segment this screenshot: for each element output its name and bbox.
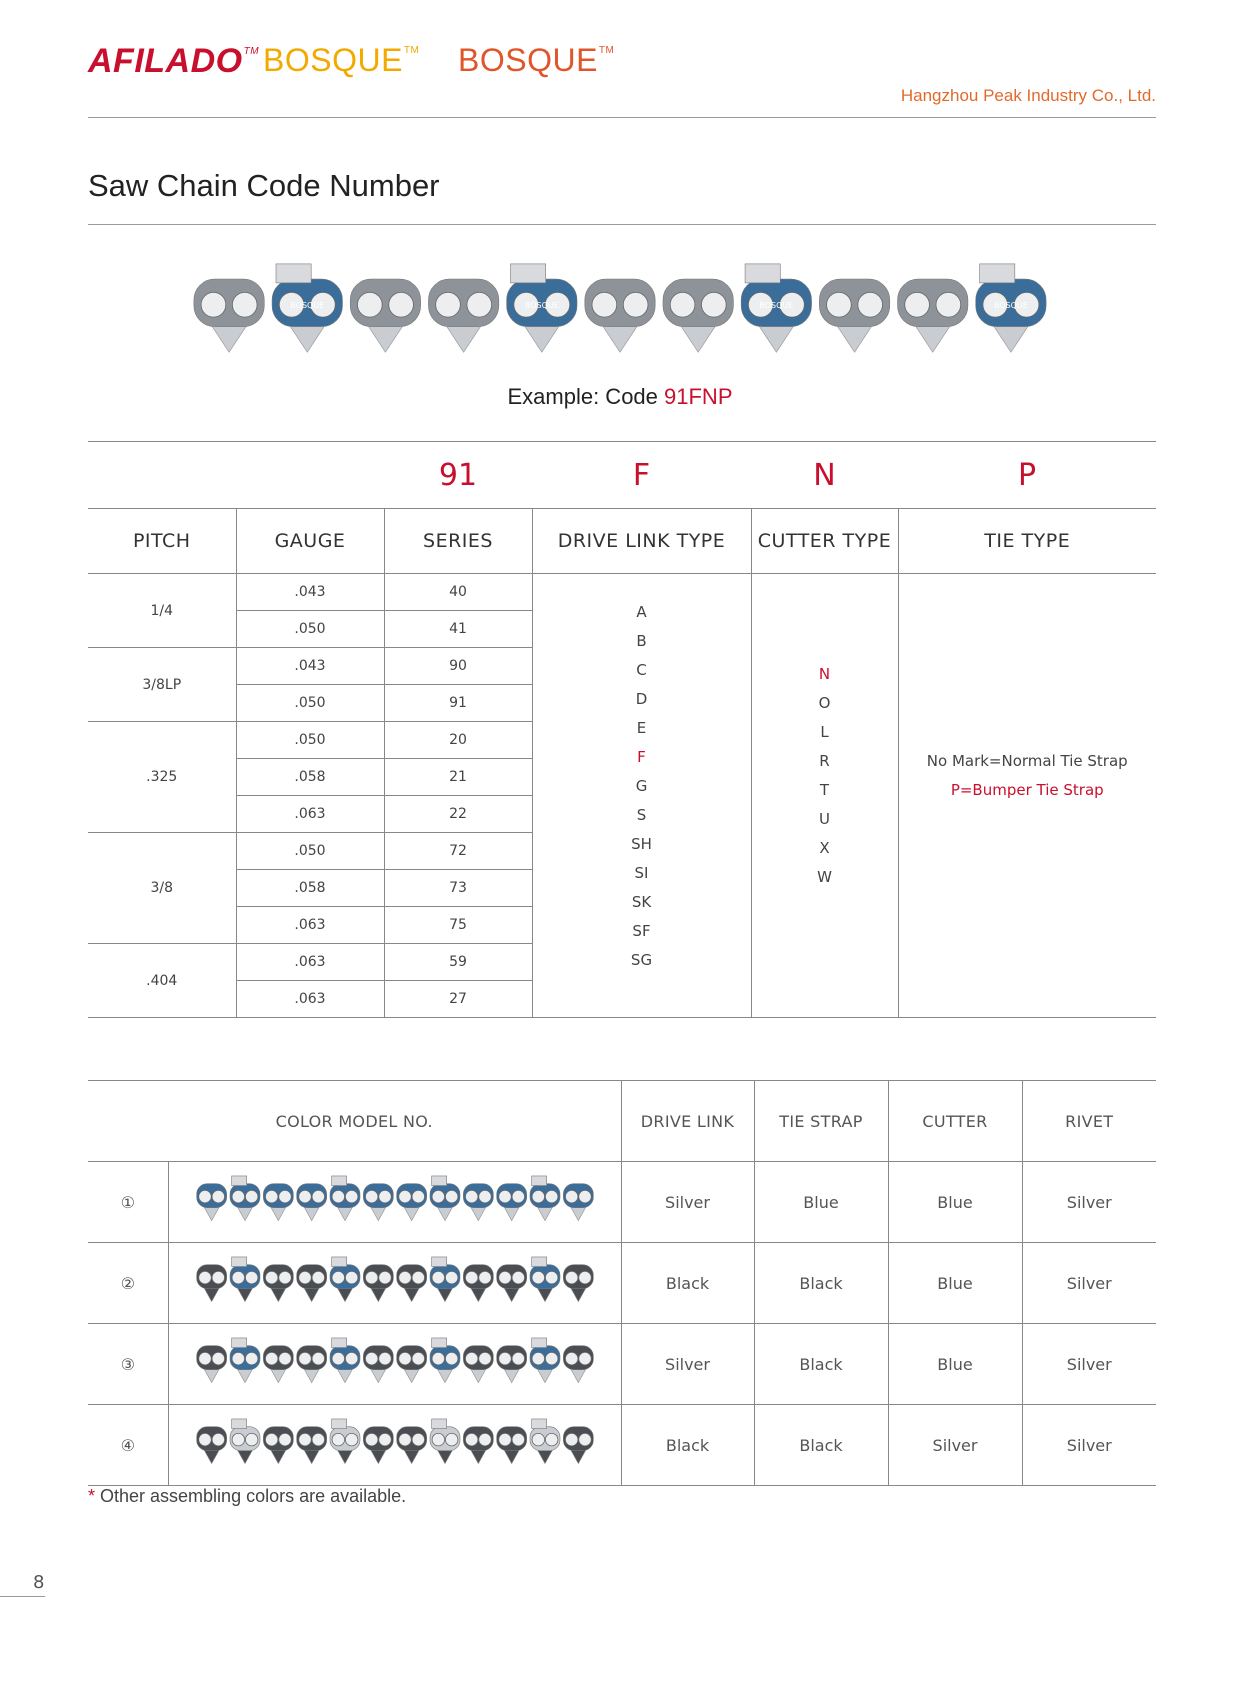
chain-image-model-1 xyxy=(195,1175,595,1225)
gauge-cell: .050 xyxy=(236,722,384,759)
rivet xyxy=(232,1190,244,1202)
rivet xyxy=(478,1271,490,1283)
cutter-color: Silver xyxy=(888,1405,1022,1486)
rivet xyxy=(378,1433,390,1445)
rivet-color: Silver xyxy=(1022,1405,1156,1486)
rivet-color: Silver xyxy=(1022,1243,1156,1324)
code-series-letter: 91 xyxy=(384,442,532,509)
bosque-logo-orange: BOSQUE™ xyxy=(458,42,615,78)
rivet xyxy=(512,1433,524,1445)
example-label: Example: Code xyxy=(507,384,665,409)
rivet xyxy=(565,1271,577,1283)
tie-type-bumper: P=Bumper Tie Strap xyxy=(950,780,1104,799)
series-cell: 40 xyxy=(384,574,532,611)
rivet xyxy=(357,292,382,317)
cutter-color: Blue xyxy=(888,1324,1022,1405)
cutter-type-item: L xyxy=(820,722,829,741)
example-chain-image xyxy=(190,262,1050,362)
rivet xyxy=(412,1271,424,1283)
cutter-top-plate xyxy=(431,1419,446,1429)
rivet xyxy=(398,1271,410,1283)
cutter-type-item-highlighted: N xyxy=(818,664,831,683)
series-cell: 21 xyxy=(384,759,532,796)
cutter-type-item: X xyxy=(819,838,830,857)
drive-link-type-list xyxy=(532,574,751,1018)
rivet xyxy=(398,1352,410,1364)
rivet xyxy=(445,1352,457,1364)
cutter-top-plate xyxy=(276,264,311,283)
drive-link-type-item: SI xyxy=(634,864,649,882)
header-divider xyxy=(88,117,1156,118)
gauge-cell: .043 xyxy=(236,574,384,611)
rivet xyxy=(389,292,414,317)
cutter-top-plate xyxy=(980,264,1015,283)
rivet xyxy=(278,1271,290,1283)
cutter-type-list xyxy=(751,574,898,1018)
rivet xyxy=(432,1271,444,1283)
cutter-top-plate xyxy=(331,1338,346,1348)
rivet xyxy=(465,1271,477,1283)
rivet xyxy=(332,1433,344,1445)
rivet xyxy=(512,1271,524,1283)
color-model-row xyxy=(88,1162,1156,1243)
rivet xyxy=(312,1190,324,1202)
rivet xyxy=(345,1271,357,1283)
drive-link-color: Silver xyxy=(621,1162,754,1243)
rivet xyxy=(532,1190,544,1202)
rivet xyxy=(565,1190,577,1202)
cutter-type-item: U xyxy=(819,809,830,828)
page-number-rule xyxy=(0,1596,45,1597)
series-cell-highlighted: 91 xyxy=(384,685,532,722)
header-drive-link-type: DRIVE LINK TYPE xyxy=(532,509,751,574)
rivet xyxy=(465,1352,477,1364)
rivet xyxy=(565,1433,577,1445)
rivet xyxy=(198,1433,210,1445)
color-model-row xyxy=(88,1405,1156,1486)
company-name: Hangzhou Peak Industry Co., Ltd. xyxy=(900,86,1156,105)
rivet-color: Silver xyxy=(1022,1324,1156,1405)
title-divider xyxy=(88,224,1156,225)
rivet xyxy=(245,1190,257,1202)
model-number: ③ xyxy=(88,1324,168,1405)
rivet xyxy=(312,1271,324,1283)
cutter-top-plate xyxy=(231,1176,246,1186)
cutter-color: Blue xyxy=(888,1162,1022,1243)
cutter-top-plate xyxy=(531,1176,546,1186)
rivet xyxy=(445,1433,457,1445)
header-gauge: GAUGE xyxy=(236,509,384,574)
rivet xyxy=(278,1433,290,1445)
cutter-type-item: T xyxy=(819,780,830,799)
footnote xyxy=(88,1486,406,1507)
drive-link-type-item: A xyxy=(636,603,647,621)
gauge-cell: .050 xyxy=(236,833,384,870)
rivet xyxy=(365,1190,377,1202)
rivet xyxy=(936,292,961,317)
rivet xyxy=(412,1190,424,1202)
rivet xyxy=(298,1190,310,1202)
rivet xyxy=(378,1190,390,1202)
drive-link-type-item-highlighted: F xyxy=(637,748,646,766)
rivet xyxy=(532,1433,544,1445)
chain-image-model-2 xyxy=(195,1256,595,1306)
rivet xyxy=(332,1190,344,1202)
model-number: ④ xyxy=(88,1405,168,1486)
rivet xyxy=(265,1271,277,1283)
cutter-type-item: W xyxy=(817,867,832,886)
chain-brand-mark: BOSQUE xyxy=(759,300,794,310)
cutter-type-item: O xyxy=(818,693,831,712)
rivet xyxy=(232,1271,244,1283)
rivet xyxy=(545,1271,557,1283)
color-model-row xyxy=(88,1243,1156,1324)
header-tie-strap: TIE STRAP xyxy=(754,1081,888,1162)
rivet xyxy=(345,1433,357,1445)
code-number-table xyxy=(88,441,1156,1018)
rivet xyxy=(565,1352,577,1364)
cutter-top-plate xyxy=(431,1338,446,1348)
series-cell: 72 xyxy=(384,833,532,870)
afilado-logo: AFILADO™ xyxy=(88,42,260,80)
code-drive-link-letter: F xyxy=(532,442,751,509)
pitch-cell: .325 xyxy=(88,722,236,833)
rivet xyxy=(512,1190,524,1202)
cutter-top-plate xyxy=(531,1419,546,1429)
bosque-logo-yellow: BOSQUE™ xyxy=(263,42,420,78)
cutter-top-plate xyxy=(745,264,780,283)
rivet xyxy=(827,292,852,317)
chain-image-cell xyxy=(168,1243,621,1324)
color-model-row xyxy=(88,1324,1156,1405)
example-code: 91FNP xyxy=(664,384,733,409)
rivet xyxy=(201,292,226,317)
page-number: 8 xyxy=(33,1572,45,1593)
rivet xyxy=(623,292,648,317)
rivet xyxy=(312,1352,324,1364)
rivet xyxy=(467,292,492,317)
rivet xyxy=(198,1271,210,1283)
gauge-cell: .063 xyxy=(236,796,384,833)
rivet xyxy=(578,1352,590,1364)
series-cell: 41 xyxy=(384,611,532,648)
drive-link-type-item: SK xyxy=(631,893,652,911)
cutter-top-plate xyxy=(231,1338,246,1348)
rivet xyxy=(298,1352,310,1364)
rivet xyxy=(378,1352,390,1364)
example-code-line xyxy=(0,384,1240,410)
series-cell: 75 xyxy=(384,907,532,944)
drive-link-type-item: E xyxy=(636,719,647,737)
chain-image-cell xyxy=(168,1324,621,1405)
rivet xyxy=(298,1271,310,1283)
drive-link-color: Black xyxy=(621,1405,754,1486)
tie-type-list xyxy=(898,574,1156,1018)
cutter-top-plate xyxy=(511,264,546,283)
rivet xyxy=(298,1433,310,1445)
cutter-top-plate xyxy=(531,1338,546,1348)
drive-link-type-item: C xyxy=(636,661,647,679)
rivet xyxy=(212,1433,224,1445)
rivet xyxy=(578,1190,590,1202)
rivet xyxy=(245,1433,257,1445)
rivet xyxy=(278,1352,290,1364)
rivet xyxy=(478,1190,490,1202)
rivet xyxy=(365,1433,377,1445)
tie-strap-color: Black xyxy=(754,1243,888,1324)
header-drive-link: DRIVE LINK xyxy=(621,1081,754,1162)
rivet xyxy=(578,1271,590,1283)
rivet xyxy=(905,292,930,317)
gauge-cell: .063 xyxy=(236,907,384,944)
rivet xyxy=(578,1433,590,1445)
gauge-cell: .063 xyxy=(236,981,384,1018)
tie-strap-color: Black xyxy=(754,1324,888,1405)
cutter-top-plate xyxy=(331,1257,346,1267)
drive-link-type-item: S xyxy=(636,806,647,824)
rivet xyxy=(670,292,695,317)
rivet xyxy=(478,1352,490,1364)
chain-image-cell xyxy=(168,1405,621,1486)
chain-brand-mark: BOSQUE xyxy=(993,300,1028,310)
rivet xyxy=(245,1271,257,1283)
rivet xyxy=(432,1352,444,1364)
code-cutter-letter: N xyxy=(751,442,898,509)
rivet xyxy=(498,1433,510,1445)
header-cutter-type: CUTTER TYPE xyxy=(751,509,898,574)
cutter-type-item: R xyxy=(819,751,830,770)
gauge-cell: .058 xyxy=(236,870,384,907)
gauge-cell: .050 xyxy=(236,685,384,722)
rivet xyxy=(265,1433,277,1445)
rivet xyxy=(232,292,257,317)
footnote-text: Other assembling colors are available. xyxy=(95,1486,407,1506)
tie-strap-color: Black xyxy=(754,1405,888,1486)
rivet xyxy=(198,1352,210,1364)
rivet xyxy=(432,1433,444,1445)
chain-image-model-4 xyxy=(195,1418,595,1468)
pitch-cell: .404 xyxy=(88,944,236,1018)
footnote-star: * xyxy=(88,1486,96,1506)
gauge-cell: .063 xyxy=(236,944,384,981)
rivet xyxy=(332,1352,344,1364)
rivet xyxy=(278,1190,290,1202)
header-series: SERIES xyxy=(384,509,532,574)
rivet xyxy=(232,1433,244,1445)
rivet xyxy=(412,1433,424,1445)
page-title: Saw Chain Code Number xyxy=(88,168,440,203)
rivet xyxy=(312,1433,324,1445)
rivet xyxy=(858,292,883,317)
series-cell: 73 xyxy=(384,870,532,907)
header-tie-type: TIE TYPE xyxy=(898,509,1156,574)
rivet xyxy=(345,1352,357,1364)
rivet xyxy=(245,1352,257,1364)
cutter-top-plate xyxy=(231,1257,246,1267)
rivet xyxy=(545,1433,557,1445)
gauge-cell: .050 xyxy=(236,611,384,648)
rivet xyxy=(365,1271,377,1283)
rivet xyxy=(378,1271,390,1283)
tie-strap-color: Blue xyxy=(754,1162,888,1243)
chain-brand-mark: BOSQUE xyxy=(524,300,559,310)
series-cell: 90 xyxy=(384,648,532,685)
rivet xyxy=(545,1352,557,1364)
cutter-top-plate xyxy=(531,1257,546,1267)
rivet xyxy=(465,1190,477,1202)
cutter-top-plate xyxy=(331,1176,346,1186)
rivet xyxy=(232,1352,244,1364)
chain-image-model-3 xyxy=(195,1337,595,1387)
rivet xyxy=(532,1352,544,1364)
color-model-table xyxy=(88,1080,1156,1486)
rivet xyxy=(701,292,726,317)
pitch-cell: 1/4 xyxy=(88,574,236,648)
rivet xyxy=(532,1271,544,1283)
series-cell: 59 xyxy=(384,944,532,981)
rivet xyxy=(465,1433,477,1445)
rivet xyxy=(512,1352,524,1364)
series-cell: 20 xyxy=(384,722,532,759)
code-tie-letter: P xyxy=(898,442,1156,509)
drive-link-type-item: SG xyxy=(630,951,653,969)
cutter-top-plate xyxy=(431,1257,446,1267)
series-cell: 22 xyxy=(384,796,532,833)
cutter-top-plate xyxy=(231,1419,246,1429)
rivet xyxy=(445,1271,457,1283)
rivet xyxy=(432,1190,444,1202)
drive-link-type-item: SF xyxy=(632,922,651,940)
rivet xyxy=(332,1271,344,1283)
rivet xyxy=(265,1190,277,1202)
cutter-top-plate xyxy=(431,1176,446,1186)
drive-link-type-item: D xyxy=(635,690,648,708)
rivet xyxy=(212,1190,224,1202)
drive-link-color: Black xyxy=(621,1243,754,1324)
cutter-color: Blue xyxy=(888,1243,1022,1324)
gauge-cell: .043 xyxy=(236,648,384,685)
rivet xyxy=(545,1190,557,1202)
rivet xyxy=(498,1190,510,1202)
rivet xyxy=(212,1271,224,1283)
model-number: ② xyxy=(88,1243,168,1324)
chain-brand-mark: BOSQUE xyxy=(290,300,325,310)
rivet xyxy=(398,1190,410,1202)
rivet xyxy=(592,292,617,317)
rivet xyxy=(212,1352,224,1364)
rivet xyxy=(478,1433,490,1445)
rivet xyxy=(436,292,461,317)
drive-link-type-item: G xyxy=(635,777,648,795)
chain-image-cell xyxy=(168,1162,621,1243)
rivet xyxy=(498,1271,510,1283)
rivet xyxy=(398,1433,410,1445)
drive-link-color: Silver xyxy=(621,1324,754,1405)
gauge-cell: .058 xyxy=(236,759,384,796)
header-color-model-no: COLOR MODEL NO. xyxy=(88,1081,621,1162)
cutter-top-plate xyxy=(331,1419,346,1429)
rivet xyxy=(412,1352,424,1364)
rivet-color: Silver xyxy=(1022,1162,1156,1243)
series-cell: 27 xyxy=(384,981,532,1018)
tie-type-normal: No Mark=Normal Tie Strap xyxy=(926,751,1128,770)
rivet xyxy=(365,1352,377,1364)
model-number: ① xyxy=(88,1162,168,1243)
drive-link-type-item: B xyxy=(636,632,647,650)
rivet xyxy=(265,1352,277,1364)
drive-link-type-item: SH xyxy=(631,835,652,853)
header-cutter: CUTTER xyxy=(888,1081,1022,1162)
pitch-cell: 3/8LP xyxy=(88,648,236,722)
rivet xyxy=(445,1190,457,1202)
rivet xyxy=(198,1190,210,1202)
rivet xyxy=(498,1352,510,1364)
rivet xyxy=(345,1190,357,1202)
pitch-cell: 3/8 xyxy=(88,833,236,944)
header-pitch: PITCH xyxy=(88,509,236,574)
header-rivet: RIVET xyxy=(1022,1081,1156,1162)
